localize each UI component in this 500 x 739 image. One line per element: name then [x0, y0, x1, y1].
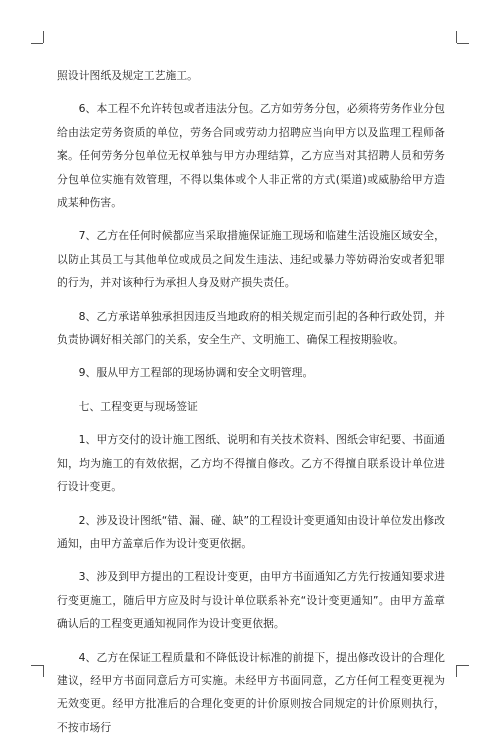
crop-mark-bottom-right-v — [456, 665, 457, 677]
crop-mark-bottom-right-h — [457, 665, 469, 666]
paragraph: 9、服从甲方工程部的现场协调和安全文明管理。 — [78, 366, 314, 380]
crop-mark-bottom-left-v — [43, 665, 44, 677]
document-body — [57, 64, 445, 739]
paragraph: 2、涉及设计图纸“错、漏、碰、缺”的工程设计变更通知由设计单位发出修改通知，由甲方盖章后作为设计变更依据。 — [57, 513, 445, 550]
crop-mark-top-right-h — [457, 43, 469, 44]
crop-mark-top-right-v — [456, 31, 457, 43]
paragraph: 8、乙方承诺单独承担因违反当地政府的相关规定而引起的各种行政处罚，并负责协调好相关部门的关系，安全生产、文明施工、确保工程按期验收。 — [57, 309, 445, 347]
crop-mark-bottom-left-h — [31, 665, 43, 666]
crop-mark-top-left-h — [31, 43, 43, 44]
paragraph: 1、甲方交付的设计施工图纸、说明和有关技术资料、图纸会审纪要、书面通知，均为施工的有效依据，乙方均不得擅自修改。乙方不得擅自联系设计单位进行设计变更。 — [57, 433, 445, 494]
paragraph: 4、乙方在保证工程质量和不降低设计标准的前提下，提出修改设计的合理化建议，经甲方书面同意后方可实施。未经甲方书面同意，乙方任何工程变更视为无效变更。经甲方批准后的合理化变更的计价原则按合同规定的计价原则执行，不按市场行 — [57, 650, 445, 734]
paragraph: 3、涉及到甲方提出的工程设计变更，由甲方书面通知乙方先行按通知要求进行变更施工，随后甲方应及时与设计单位联系补充“设计变更通知”。由甲方盖章确认后的工程变更通知视同作为设计变更依据。 — [57, 570, 445, 631]
paragraph: 6、本工程不允许转包或者违法分包。乙方如劳务分包，必须将劳务作业分包给由法定劳务资质的单位，劳务合同或劳动力招聘应当向甲方以及监理工程师备案。任何劳务分包单位无权单独与甲方办理结算，乙方应当对其招聘人员和劳务分包单位实施有效管理，不得以集体或个人非正常的方式(渠道)或威胁给甲方造成某种伤害。 — [57, 102, 445, 210]
paragraph: 7、乙方在任何时候都应当采取措施保证施工现场和临建生活设施区域安全，以防止其员工与其他单位或成员之间发生违法、违纪或暴力等妨碍治安或者犯罪的行为，并对该种行为承担人身及财产损失责任。 — [57, 229, 445, 290]
section-heading: 七、工程变更与现场签证 — [78, 399, 198, 413]
paragraph: 照设计图纸及规定工艺施工。 — [57, 69, 199, 82]
crop-mark-top-left-v — [43, 31, 44, 43]
